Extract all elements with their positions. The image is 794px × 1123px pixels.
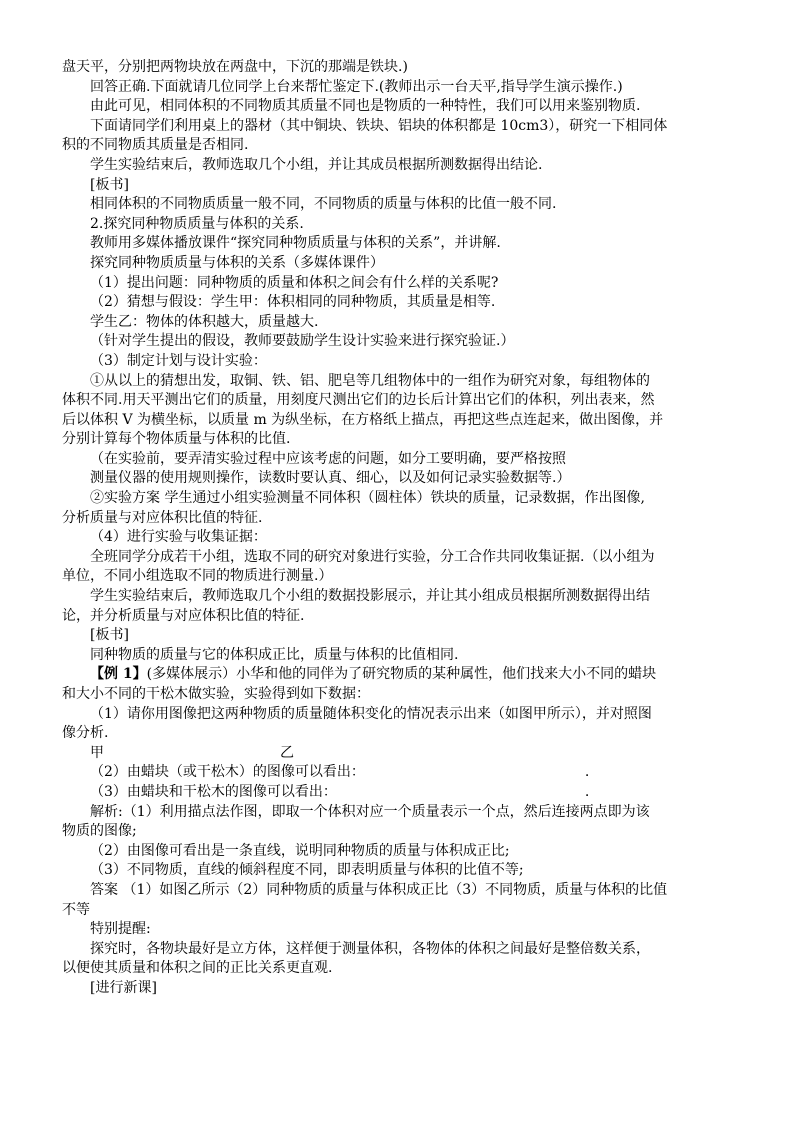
text-line: （2）由图像可看出是一条直线，说明同种物质的质量与体积成正比; (90, 842, 510, 859)
question-1-line-1: （1）请你用图像把这两种物质的质量随体积变化的情况表示出来（如图甲所示），并对照图 (90, 705, 652, 722)
text-line: （3）不同物质，直线的倾斜程度不同，即表明质量与体积的比值不等; (90, 862, 524, 879)
text-line: 回答正确.下面就请几位同学上台来帮忙鉴定下.(教师出示一台天平,指导学生演示操作.) (90, 78, 623, 95)
text-line: 由此可见，相同体积的不同物质其质量不同也是物质的一种特性，我们可以用来鉴别物质. (90, 98, 641, 115)
figure-b-label: 乙 (280, 744, 294, 761)
text-line: （2）猜想与假设：学生甲：体积相同的同种物质，其质量是相等. (90, 294, 496, 311)
text-line: 特别提醒: (90, 921, 151, 938)
text-line: 学生实验结束后，教师选取几个小组，并让其成员根据所测数据得出结论. (90, 156, 543, 173)
text-line: 体积不同.用天平测出它们的质量，用刻度尺测出它们的边长后计算出它们的体积，列出表来，然 (62, 392, 655, 409)
figure-labels (62, 744, 762, 764)
text-line: 教师用多媒体播放课件“探究同种物质质量与体积的关系”，并讲解. (90, 235, 501, 252)
text-line: ②实验方案 学生通过小组实验测量不同体积（圆柱体）铁块的质量，记录数据，作出图像, (90, 490, 645, 507)
body-text-block (62, 58, 762, 665)
text-line: 不等 (62, 901, 90, 918)
text-line: 2.探究同种物质质量与体积的关系. (90, 215, 304, 232)
text-line: （针对学生提出的假设，教师要鼓励学生设计实验来进行探究验证.） (90, 333, 515, 350)
example-line-2: 和大小不同的干松木做实验，实验得到如下数据： (62, 686, 370, 702)
text-line: 积的不同物质其质量是否相同. (62, 137, 249, 154)
text-line: 学生乙：物体的体积越大，质量越大. (90, 313, 319, 330)
text-line: （3）制定计划与设计实验： (90, 352, 267, 369)
question-2-blank-end: . (584, 764, 590, 781)
example-intro: (多媒体展示）小华和他的同伴为了研究物质的某种属性，他们找来大小不同的蜡块 (146, 666, 657, 683)
text-line: [板书] (90, 176, 129, 193)
text-line: 分别计算每个物体质量与体积的比值. (62, 431, 291, 448)
text-line: （在实验前，要弄清实验过程中应该考虑的问题，如分工要明确，要严格按照 (90, 450, 566, 467)
text-line: 物质的图像; (62, 823, 137, 840)
text-line: 学生实验结束后，教师选取几个小组的数据投影展示，并让其小组成员根据所测数据得出结 (90, 588, 650, 605)
text-line: 分析质量与对应体积比值的特征. (62, 509, 263, 526)
text-line: 以便使其质量和体积之间的正比关系更直观. (62, 960, 333, 977)
text-line: （4）进行实验与收集证据： (90, 529, 267, 546)
question-3-text: （3）由蜡块和干松木的图像可以看出： (90, 783, 337, 800)
text-line: 测量仪器的使用规则操作，读数时要认真、细心，以及如何记录实验数据等.） (90, 470, 571, 487)
text-line: 探究时，各物块最好是立方体，这样便于测量体积，各物体的体积之间最好是整倍数关系， (90, 940, 650, 957)
question-3 (62, 783, 762, 803)
text-line: 单位，不同小组选取不同的物质进行测量.） (62, 568, 333, 585)
text-line: ①从以上的猜想出发，取铜、铁、铝、肥皂等几组物体中的一组作为研究对象，每组物体的 (90, 372, 650, 389)
figure-a-label: 甲 (90, 744, 104, 761)
question-2 (62, 763, 762, 783)
text-line: 探究同种物质质量与体积的关系（多媒体课件） (90, 254, 384, 271)
text-line: 全班同学分成若干小组，选取不同的研究对象进行实验，分工合作共同收集证据.（以小组为 (90, 548, 655, 565)
question-1-line-2: 像分析. (62, 725, 109, 742)
text-line: 盘天平，分别把两物块放在两盘中，下沉的那端是铁块.) (62, 59, 408, 75)
text-line: 同种物质的质量与它的体积成正比，质量与体积的比值相同. (90, 646, 459, 663)
answer-text-block (62, 803, 762, 999)
document-page (62, 58, 762, 999)
example-label: 【例 1】 (90, 666, 147, 683)
text-line: 下面请同学们利用桌上的器材（其中铜块、铁块、铝块的体积都是 10cm3），研究一下相同体 (90, 117, 668, 134)
text-line: （1）提出问题：同种物质的质量和体积之间会有什么样的关系呢? (90, 274, 499, 291)
text-line: 相同体积的不同物质质量一般不同，不同物质的质量与体积的比值一般不同. (90, 196, 557, 213)
text-line: 答案 （1）如图乙所示（2）同种物质的质量与体积成正比（3）不同物质，质量与体积的比值 (90, 881, 668, 898)
text-line: 解析:（1）利用描点法作图，即取一个体积对应一个质量表示一个点，然后连接两点即为该 (90, 803, 650, 820)
question-3-blank-end: . (584, 783, 590, 800)
text-line: [板书] (90, 627, 129, 644)
example-line-1 (62, 665, 762, 685)
text-line: [进行新课] (90, 979, 157, 996)
text-line: 论，并分析质量与对应体积比值的特征. (62, 607, 305, 624)
question-2-text: （2）由蜡块（或干松木）的图像可以看出： (90, 764, 365, 781)
text-line: 后以体积 V 为横坐标，以质量 m 为纵坐标，在方格纸上描点，再把这些点连起来，做出图像，并 (62, 411, 664, 428)
